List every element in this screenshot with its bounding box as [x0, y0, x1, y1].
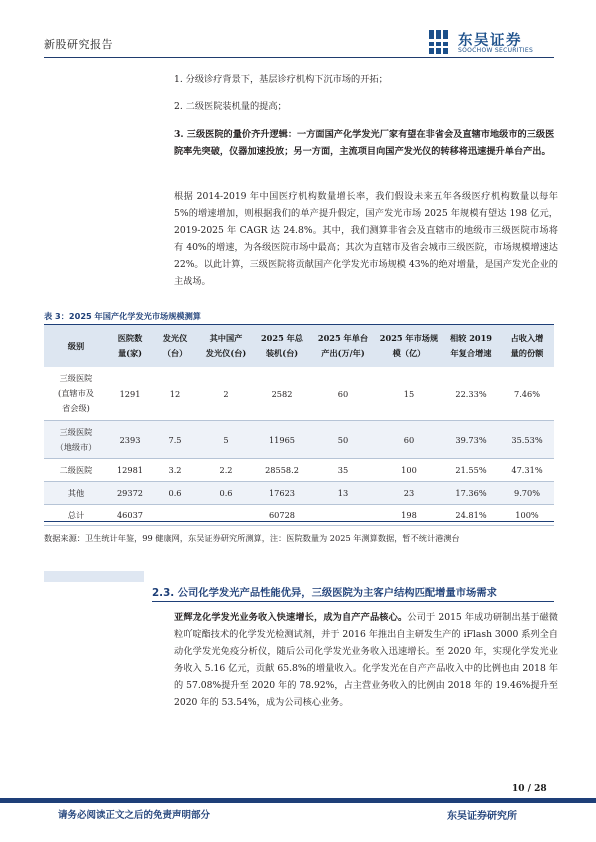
header-label: 2025 年总 装机(台) [260, 333, 303, 358]
report-type-label: 新股研究报告 [44, 38, 113, 51]
table-cell: 0.6 [198, 482, 254, 505]
header-divider [44, 57, 554, 58]
table-header-cell [310, 325, 376, 367]
table-cell: 1291 [119, 388, 141, 399]
table-cell: 12981 [116, 465, 144, 475]
header-label: 发光仪 （台） [162, 333, 188, 358]
list-item-3: 3. 三级医院的量价齐升逻辑：一方面国产化学发光厂家有望在非省会及直辖市地级市的三级医院率先突破，仪器加速投放；另一方面，主流项目向国产发光仪的转移将迅速提升单台产出。 [174, 129, 555, 157]
table-cell: 24.81% [455, 510, 487, 520]
institute-name: 东吴证券研究所 [447, 811, 517, 822]
table-cell: 2 [223, 388, 229, 399]
row-label-cell: 三级医院 （地级市） [44, 421, 108, 459]
table-cell: 47.31% [511, 465, 543, 475]
table-header-cell [108, 325, 152, 367]
list-item-2: 2. 二级医院装机量的提高； [174, 101, 287, 112]
company-logo [428, 27, 554, 59]
table-row [44, 459, 554, 482]
table-header-cell [254, 325, 310, 367]
market-paragraph: 根据 2014-2019 年中国医疗机构数量增长率，我们假设未来五年各级医疗机构数量以每年 5%的增速增加，则根据我们的单产提升假定，国产发光市场 2025 年规模有望达 198 亿元，2019-2025 年 CAGR 达 24.8%。其中，我们测算非省会及直辖市的地级市三级医院市场将有 40%的增速，为各级医院市场中最高；其次为直辖市及省会城市三级医院，市场规模增速达 22%。以此计算，三级医院将贡献国产化学发光市场规模 43%的绝对增量，是国产发光企业的主战场。 [174, 191, 558, 287]
table-header-cell [44, 325, 108, 367]
table-cell: 60 [337, 388, 349, 399]
table-row [44, 421, 554, 459]
section-lead-sentence: 亚辉龙化学发光业务收入快速增长，成为自产产品核心。 [174, 612, 408, 623]
table-cell: 5 [198, 421, 254, 459]
table-cell: 0.6 [152, 482, 198, 505]
table-row [44, 482, 554, 505]
table-header-cell [152, 325, 198, 367]
table-cell: 2393 [108, 421, 152, 459]
table-row [44, 505, 554, 526]
table-cell: 12 [169, 388, 181, 399]
section-heading: 2.3. 公司化学发光产品性能优异，三级医院为主客户结构匹配增量市场需求 [152, 587, 497, 599]
table-cell: 35.53% [500, 421, 554, 459]
table-cell [152, 505, 198, 526]
header-label: 占收入增 量的份额 [510, 333, 544, 358]
table-cell: 35 [337, 465, 349, 475]
logo-english-name: SOOCHOW SECURITIES [458, 47, 534, 54]
table-cell [198, 505, 254, 526]
table-cell: 15 [403, 388, 415, 399]
section-body-text: 公司于 2015 年成功研制出基于磁微粒吖啶酯技术的化学发光检测试剂，并于 2016 年推出自主研发生产的 iFlash 3000 系列全自动化学发光免疫分析仪，随后公司化学发光业务收入迅速增长。至 2020 年，实现化学发光业务收入 5.16 亿元，贡献 65.8%的增量收入。化学发光在自产产品收入中的比例也由 2018 年的 57.08%提升至 2020 年的 78.92%，占主营业务收入的比例由 2018 年的 19.46%提升至 2020 年的 53.54%，成为公司核心业务。 [174, 612, 558, 708]
table-cell: 13 [310, 482, 376, 505]
header-label: 其中国产 发光仪(台) [205, 333, 247, 358]
section-accent-bar [44, 571, 144, 582]
table-cell: 100% [515, 510, 539, 520]
table-header-row [44, 325, 554, 367]
disclaimer-note: 请务必阅读正文之后的免责声明部分 [58, 810, 211, 821]
table-cell: 39.73% [442, 421, 500, 459]
table-cell: 3.2 [168, 465, 182, 475]
table-cell: 2582 [271, 388, 293, 399]
header-label: 医院数 量(家) [117, 333, 143, 358]
table-cell: 2.2 [219, 465, 233, 475]
table-row [44, 367, 554, 421]
list-item-1: 1. 分级诊疗背景下，基层诊疗机构下沉市场的开拓； [174, 74, 388, 85]
row-label-cell: 三级医院 (直辖市及 省会级) [58, 373, 94, 413]
table-cell: 29372 [108, 482, 152, 505]
table-cell: 21.55% [455, 465, 487, 475]
header-label: 2025 年市场规 模（亿） [379, 333, 439, 358]
table-cell: 28558.2 [265, 465, 299, 475]
table-cell: 7.46% [513, 388, 540, 399]
table-cell: 23 [376, 482, 442, 505]
table-source-note: 数据来源：卫生统计年鉴，99 健康网，东吴证券研究所测算，注：医院数量为 2025 年测算数据，暂不统计港澳台 [44, 533, 460, 543]
header-label: 相较 2019 年复合增速 [449, 333, 492, 358]
table-cell: 60 [376, 421, 442, 459]
table-cell: 7.5 [152, 421, 198, 459]
table-cell: 17623 [254, 482, 310, 505]
table-cell: 11965 [254, 421, 310, 459]
header-label: 级别 [67, 340, 85, 351]
row-label-cell: 其他 [44, 482, 108, 505]
table-header-cell [376, 325, 442, 367]
market-size-table [44, 325, 554, 526]
soochow-logo-icon [428, 27, 456, 57]
table-caption: 表 3：2025 年国产化学发光市场规模测算 [44, 311, 201, 321]
table-header-cell [442, 325, 500, 367]
table-cell: 198 [401, 510, 417, 520]
row-label-cell: 二级医院 [59, 464, 93, 475]
table-cell: 46037 [116, 510, 144, 520]
section-underline [152, 601, 554, 602]
table-cell: 60728 [268, 510, 296, 520]
section-paragraph [174, 609, 558, 711]
page-number: 10 / 28 [512, 784, 547, 794]
table-cell: 17.36% [442, 482, 500, 505]
table-header-cell [500, 325, 554, 367]
footer-bar [0, 798, 596, 803]
header-label: 2025 年单台 产出(万/年) [317, 333, 369, 358]
table-cell: 9.70% [500, 482, 554, 505]
table-cell: 100 [401, 465, 417, 475]
logo-chinese-name: 东吴证券 [458, 33, 522, 49]
table-cell: 22.33% [455, 388, 487, 399]
table-cell: 50 [310, 421, 376, 459]
row-label-cell: 总计 [67, 509, 85, 520]
table-cell [310, 505, 376, 526]
table-bottom-rule [44, 521, 554, 522]
table-header-cell [198, 325, 254, 367]
